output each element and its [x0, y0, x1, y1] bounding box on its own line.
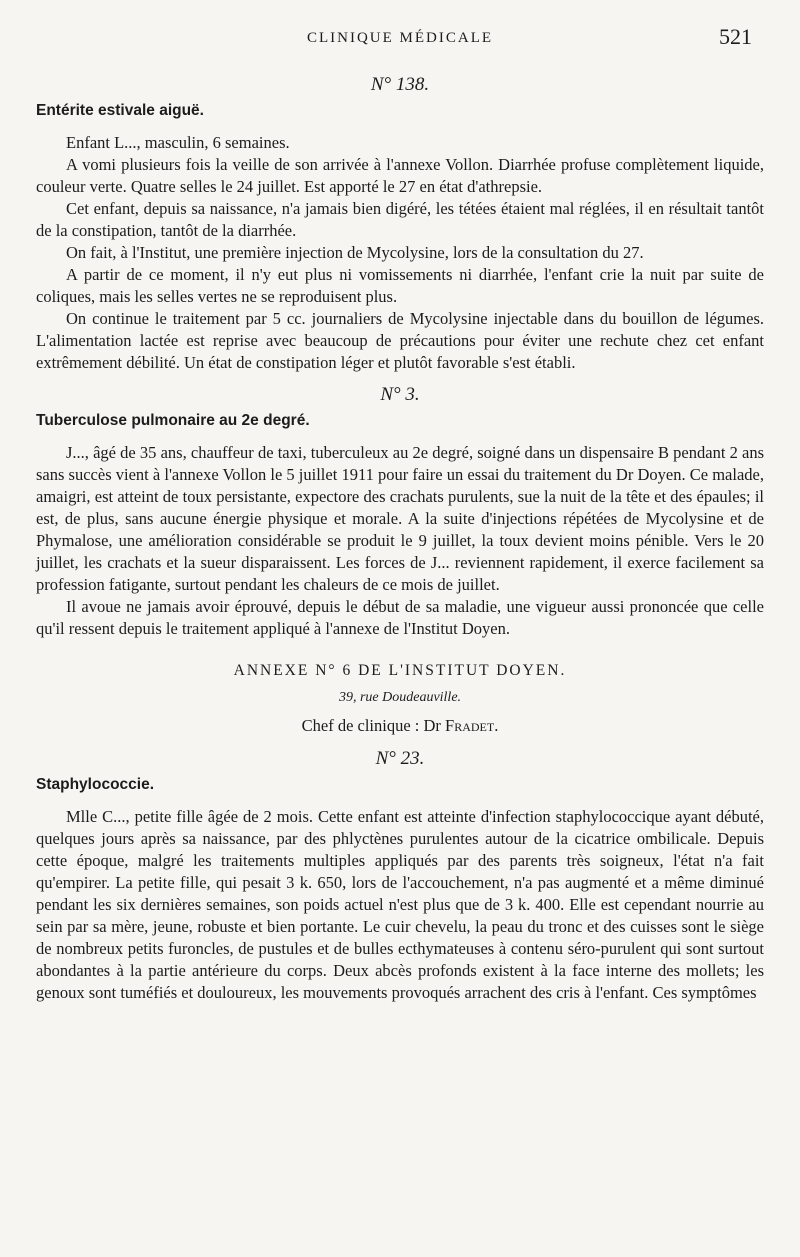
annex-chief [36, 716, 764, 736]
case-number: N° 3. [380, 384, 420, 405]
paragraph: Il avoue ne jamais avoir éprouvé, depuis le début de sa maladie, une vigueur aussi prononcée que celle qu'il ressent depuis le traitement appliqué à l'annexe de l'Institut Doyen. [36, 597, 764, 638]
annex-heading [36, 662, 764, 736]
page-number: 521 [719, 24, 752, 49]
annex-address: 39, rue Doudeauville. [338, 690, 462, 705]
paragraph: On fait, à l'Institut, une première injection de Mycolysine, lors de la consultation du 27. [66, 243, 644, 262]
paragraph: A vomi plusieurs fois la veille de son arrivée à l'annexe Vollon. Diarrhée profuse complètement liquide, couleur verte. Quatre selles le 24 juillet. Est apporté le 27 en état d'athrepsie. [36, 155, 764, 196]
case-section-138 [36, 72, 764, 374]
section-title: Entérite estivale aiguë. [36, 102, 204, 119]
paragraph: Mlle C..., petite fille âgée de 2 mois. Cette enfant est atteinte d'infection staphylococcique ayant débuté, quelques jours après sa naissance, par des phlyctènes purulentes autour de la cicatrice ombilicale. Depuis cette époque, malgré les traitements multiples appliqués par des parents très soigneux, l'état n'a fait qu'empirer. La petite fille, qui pesait 3 k. 650, lors de l'accouchement, n'a pas augmenté et a même diminué pendant les six dernières semaines, son poids actuel n'est plus que de 3 k. 400. Elle est cependant nourrie au sein par sa mère, jeune, robuste et bien portante. Le cuir chevelu, la peau du tronc et des cuisses sont le siège de nombreux petits furoncles, de pustules et de bulles ecthymateuses à contenu séro-purulent qui sont surtout abondantes à la partie antérieure du corps. Deux abcès profonds existent à la face interne des mollets; les genoux sont tuméfiés et douloureux, les mouvements provoqués arrachent des cris à l'enfant. Ces symptômes [36, 807, 764, 1002]
paragraph: Cet enfant, depuis sa naissance, n'a jamais bien digéré, les tétées étaient mal réglées, il en résultait tantôt de la constipation, tantôt de la diarrhée. [36, 199, 764, 240]
running-title: CLINIQUE MÉDICALE [306, 30, 494, 46]
case-number: N° 138. [370, 74, 430, 95]
paragraph: A partir de ce moment, il n'y eut plus ni vomissements ni diarrhée, l'enfant crie la nuit par suite de coliques, mais les selles vertes ne se reproduisent plus. [36, 265, 764, 306]
paragraph: J..., âgé de 35 ans, chauffeur de taxi, tuberculeux au 2e degré, soigné dans un dispensaire B pendant 2 ans sans succès vient à l'annexe Vollon le 5 juillet 1911 pour faire un essai du traitement du Dr Doyen. Ce malade, amaigri, est atteint de toux persistante, expectore des crachats purulents, sue la nuit de la tête et des épaules; il est, de plus, sans aucune énergie physique et morale. A la suite d'injections répétées de Mycolysine et de Phymalose, une amélioration considérable se produit le 9 juillet, la toux devient moins pénible. Vers le 20 juillet, les crachats et la sueur disparaissent. Les forces de J... reviennent rapidement, il exerce facilement sa profession fatigante, surtout pendant les chaleurs de ce mois de juillet. [36, 443, 764, 594]
chief-label: Chef de clinique : Dr [301, 716, 441, 735]
paragraph: Enfant L..., masculin, 6 semaines. [66, 133, 290, 152]
paragraph: On continue le traitement par 5 cc. journaliers de Mycolysine injectable dans du bouillon de légumes. L'alimentation lactée est reprise avec beaucoup de précautions pour éviter une rechute chez cet enfant extrêmement débilité. Un état de constipation léger et plutôt favorable s'est établi. [36, 309, 764, 372]
chief-name: Fradet. [445, 716, 499, 735]
case-number: N° 23. [375, 748, 425, 769]
section-title: Staphylococcie. [36, 776, 155, 793]
annex-title: ANNEXE N° 6 DE L'INSTITUT DOYEN. [233, 662, 567, 679]
case-section-23 [36, 746, 764, 1004]
section-title: Tuberculose pulmonaire au 2e degré. [36, 412, 310, 429]
page-content [36, 72, 764, 1004]
case-section-3 [36, 382, 764, 640]
